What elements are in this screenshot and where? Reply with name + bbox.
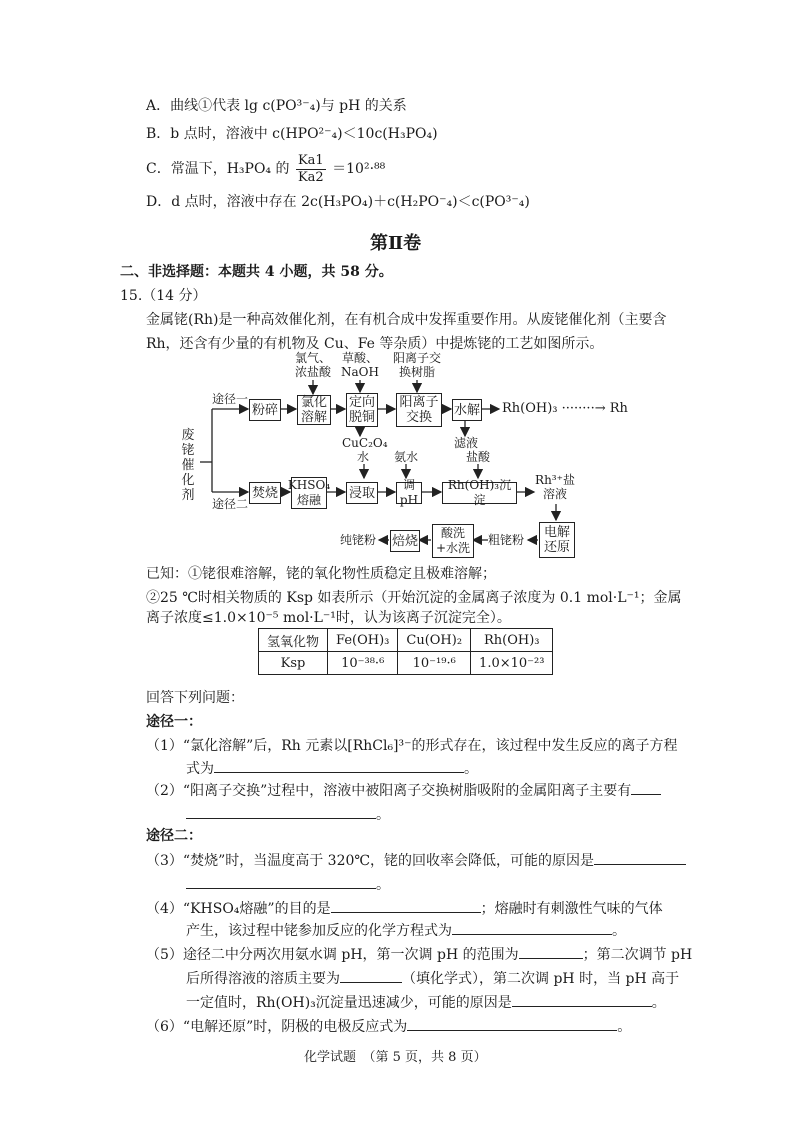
step-decopper: 定向脱铜: [346, 393, 378, 427]
reagent-chlorine-hcl: 氯气、浓盐酸: [294, 351, 331, 379]
period: 。: [464, 761, 478, 777]
section-title: 第Ⅱ卷: [370, 233, 422, 254]
table-header-feoh3: Fe(OH)₃: [328, 629, 398, 652]
answer-blank-3a[interactable]: [594, 850, 686, 865]
question-4-text-a: （4）“KHSO₄熔融”的目的是: [146, 901, 331, 917]
answer-blank-5a[interactable]: [519, 944, 583, 959]
question-6-line-1: [146, 1016, 631, 1037]
step-leach: 浸取: [346, 482, 378, 504]
period: 。: [617, 1019, 632, 1035]
question-4-text-c: 产生，该过程中铑参加反应的化学方程式为: [186, 923, 452, 939]
answer-prompt: 回答下列问题：: [146, 690, 244, 706]
reagent-cation-resin: 阳离子交换树脂: [392, 351, 441, 379]
page-footer: 化学试题 （第 5 页，共 8 页）: [304, 1050, 487, 1065]
table-cell-cuoh2: 10⁻¹⁹·⁶: [398, 652, 471, 675]
section-header: 二、非选择题：本题共 4 小题，共 58 分。: [120, 264, 393, 280]
period: 。: [376, 877, 390, 893]
question-3-line-2: [186, 874, 390, 895]
step-crush: 粉碎: [249, 399, 281, 421]
route-one-label: 途径一: [212, 392, 249, 406]
pure-rh-powder: 纯铑粉: [340, 533, 377, 547]
question-1-line-1: （1）“氯化溶解”后，Rh 元素以[RhCl₆]³⁻的形式存在，该过程中发生反应的离子方程: [146, 738, 678, 754]
reagent-ammonia: 氨水: [394, 450, 419, 464]
choice-d: D．d 点时，溶液中存在 2c(H₃PO₄)＋c(H₂PO⁻₄)＜c(PO³⁻₄): [146, 194, 530, 210]
table-header-hydroxide: 氢氧化物: [259, 629, 328, 652]
step-acid-water-wash: 酸洗+水洗: [432, 524, 474, 558]
choice-b: B．b 点时，溶液中 c(HPO²⁻₄)＜10c(H₃PO₄): [146, 126, 438, 142]
table-cell-rhoh3: 1.0×10⁻²³: [471, 652, 553, 675]
ka-denominator: Ka2: [297, 169, 324, 185]
route-two-label: 途径二: [212, 497, 249, 511]
table-header-cuoh2: Cu(OH)₂: [398, 629, 471, 652]
source-label: 废铑催化剂: [181, 428, 195, 503]
table-row: [259, 629, 553, 652]
question-5-text-c: 后所得溶液的溶质主要为: [186, 971, 340, 987]
question-2-line-2: [186, 804, 390, 825]
table-cell-feoh3: 10⁻³⁸·⁶: [328, 652, 398, 675]
answer-blank-6[interactable]: [407, 1016, 617, 1031]
period: 。: [651, 995, 666, 1011]
known-1: 已知：①铑很难溶解，铑的氧化物性质稳定且极难溶解；: [146, 566, 496, 582]
known-3: 离子浓度≤1.0×10⁻⁵ mol·L⁻¹时，认为该离子沉淀完全）。: [146, 610, 511, 626]
choice-c-suffix: ＝10²·⁸⁸: [332, 161, 386, 177]
answer-blank-2b[interactable]: [186, 804, 376, 819]
ksp-table: [258, 628, 553, 675]
step-hydrolysis: 水解: [452, 399, 482, 421]
step-roast: 焙烧: [390, 530, 420, 552]
step-electrolysis: 电解还原: [539, 522, 575, 558]
answer-blank-3b[interactable]: [186, 874, 376, 889]
step-chlorination: 氯化溶解: [297, 395, 331, 425]
question-3-line-1: [146, 850, 686, 871]
question-5-text-b: ；第二次调节 pH: [582, 947, 693, 963]
question-6-text: （6）“电解还原”时，阴极的电极反应式为: [146, 1019, 408, 1035]
step-khso4-fusion: KHSO₄熔融: [287, 478, 331, 507]
rh3-salt-solution: Rh³⁺盐溶液: [535, 473, 575, 501]
step-adjust-ph: 调pH: [396, 482, 422, 504]
question-number: 15.（14 分）: [120, 288, 207, 304]
answer-blank-2a[interactable]: [631, 780, 661, 795]
question-5-line-1: [146, 944, 692, 965]
answer-blank-4a[interactable]: [331, 898, 481, 913]
route-one-heading: 途径一：: [146, 714, 202, 730]
table-label-ksp: Ksp: [259, 652, 328, 675]
period: 。: [376, 807, 390, 823]
question-3-text: （3）“焚烧”时，当温度高于 320℃，铑的回收率会降低，可能的原因是: [146, 853, 595, 869]
known-2: ②25 ℃时相关物质的 Ksp 如表所示（开始沉淀的金属离子浓度为 0.1 mol·L⁻¹；金属: [146, 590, 682, 606]
answer-blank-4b[interactable]: [452, 920, 612, 935]
answer-blank-5c[interactable]: [512, 992, 652, 1007]
reagent-hcl: 盐酸: [466, 450, 491, 464]
question-5-text-a: （5）途径二中分两次用氨水调 pH，第一次调 pH 的范围为: [146, 947, 519, 963]
choice-a: A．曲线①代表 lg c(PO³⁻₄)与 pH 的关系: [146, 98, 407, 114]
question-4-text-b: ；熔融时有刺激性气味的气体: [480, 901, 663, 917]
question-4-line-1: [146, 898, 663, 919]
table-row: [259, 652, 553, 675]
question-5-text-e: 一定值时，Rh(OH)₃沉淀量迅速减少，可能的原因是: [186, 995, 512, 1011]
question-1-text: 式为: [186, 761, 214, 777]
question-4-line-2: [186, 920, 626, 941]
answer-blank-5b[interactable]: [340, 968, 402, 983]
choice-c-prefix: C．常温下，H₃PO₄ 的: [146, 161, 290, 177]
intro-line-2: Rh，还含有少量的有机物及 Cu、Fe 等杂质）中提炼铑的工艺如图所示。: [146, 336, 604, 352]
question-5-line-3: [186, 992, 666, 1013]
reagent-oxalic-naoh: 草酸、NaOH: [341, 351, 379, 379]
question-2-line-1: [146, 780, 661, 801]
answer-blank-1[interactable]: [214, 758, 464, 773]
question-2-text: （2）“阳离子交换”过程中，溶液中被阳离子交换树脂吸附的金属阳离子主要有: [146, 783, 632, 799]
intro-line-1: 金属铑(Rh)是一种高效催化剂，在有机合成中发挥重要作用。从废铑催化剂（主要含: [146, 312, 667, 328]
route-two-heading: 途径二：: [146, 828, 202, 844]
question-5-line-2: [186, 968, 679, 989]
product-rh: Rh(OH)₃ ········→ Rh: [502, 401, 628, 416]
question-1-line-2: [186, 758, 478, 779]
byproduct-filtrate: 滤液: [454, 436, 479, 450]
byproduct-cuc2o4: CuC₂O₄: [342, 436, 388, 450]
step-rhoh3-precipitate: Rh(OH)₃沉淀: [442, 482, 517, 504]
table-header-rhoh3: Rh(OH)₃: [471, 629, 553, 652]
reagent-water: 水: [357, 450, 370, 464]
step-cation-exchange: 阳离子交换: [396, 393, 442, 427]
step-burn: 焚烧: [249, 482, 281, 504]
ka-numerator: Ka1: [297, 152, 324, 168]
crude-rh-powder: 粗铑粉: [488, 533, 525, 547]
period: 。: [612, 923, 626, 939]
question-5-text-d: （填化学式），第二次调 pH 时，当 pH 高于: [402, 971, 680, 987]
